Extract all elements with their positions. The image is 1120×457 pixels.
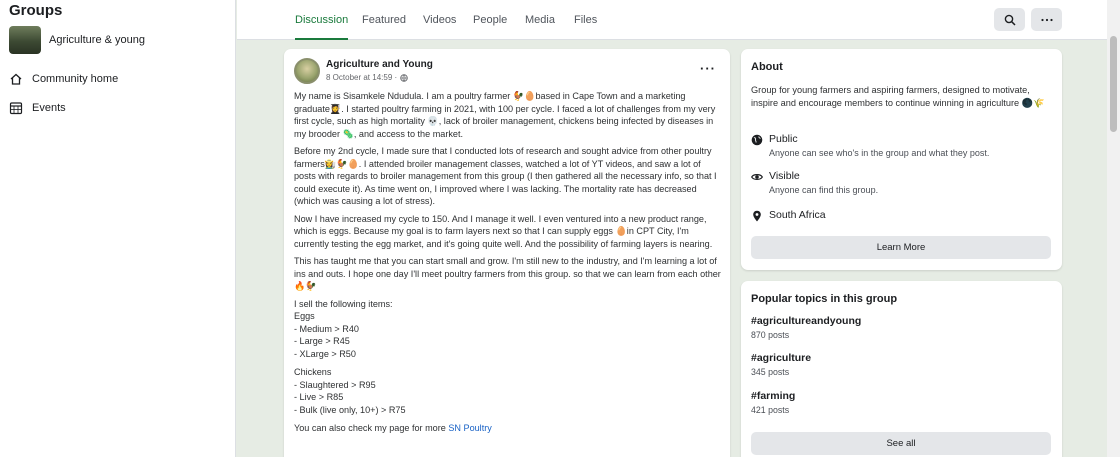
topic-item[interactable]	[751, 352, 811, 377]
left-sidebar	[0, 0, 236, 457]
about-title: About	[751, 61, 783, 73]
post-timestamp[interactable]: 8 October at 14:59 ·	[326, 73, 398, 82]
post-card	[284, 49, 730, 457]
sidebar-group-name[interactable]: Agriculture & young	[49, 34, 145, 46]
location-row	[751, 209, 826, 222]
visibility-row	[751, 170, 878, 195]
visibility-description: Anyone can find this group.	[769, 185, 879, 195]
tab-videos[interactable]: Videos	[423, 14, 457, 26]
visibility-title: Visible	[769, 170, 800, 182]
author-avatar[interactable]	[294, 58, 320, 84]
topic-count: 421 posts	[751, 405, 790, 415]
learn-more-button[interactable]: Learn More	[751, 236, 1051, 259]
location-pin-icon	[751, 210, 763, 222]
sidebar-item-community-home[interactable]	[9, 72, 118, 86]
about-description: Group for young farmers and aspiring farmers, designed to motivate, inspire and encourage members to continue winning in agriculture 🌑🌾	[751, 85, 1045, 108]
post-paragraph: My name is Sisamkele Ndudula. I am a poultry farmer 🐓🥚based in Cape Town and a marketing graduate👩‍🎓. I started poultry farming in 2021, with 100 per cycle. I faced a lot of challenges from my very first cycle, such as high mortality 💀, lack of broiler management, chickens being infected by diseases in my brooder 🦠, and access to the market.	[294, 91, 716, 139]
topic-tag[interactable]: #agriculture	[751, 352, 812, 364]
more-options-button[interactable]	[1031, 8, 1062, 31]
topic-tag[interactable]: #farming	[751, 390, 796, 402]
calendar-icon	[9, 101, 23, 115]
price-item: - Medium > R40	[294, 323, 359, 334]
topics-title: Popular topics in this group	[751, 293, 898, 305]
post-footer-line	[294, 422, 722, 435]
sidebar-group-link[interactable]	[9, 26, 145, 54]
privacy-description: Anyone can see who's in the group and what they post.	[769, 148, 990, 158]
post-paragraph: This has taught me that you can start small and grow. I'm still new to the industry, and I'm learning a lot of ins and outs. I hope one day I'll meet poultry farmers from this group. so that we can learn from each other🔥🐓	[294, 256, 721, 291]
privacy-row	[751, 133, 989, 158]
post-body	[294, 90, 722, 435]
sidebar-item-label: Community home	[32, 73, 119, 85]
chickens-heading: Chickens	[294, 367, 332, 377]
popular-topics-card	[741, 281, 1062, 457]
privacy-title: Public	[769, 133, 798, 145]
tab-files[interactable]: Files	[574, 14, 598, 26]
post-footer-text: You can also check my page for more	[294, 423, 449, 433]
price-item: - Bulk (live only, 10+) > R75	[294, 404, 406, 415]
page-link[interactable]: SN Poultry	[448, 423, 492, 433]
topic-item[interactable]	[751, 315, 861, 340]
topic-count: 870 posts	[751, 330, 790, 340]
eye-icon	[751, 171, 763, 183]
items-intro: I sell the following items:	[294, 298, 393, 309]
post-meta	[326, 73, 408, 82]
tab-people[interactable]: People	[473, 14, 508, 26]
search-button[interactable]	[994, 8, 1025, 31]
price-item: - Large > R45	[294, 336, 350, 346]
topic-item[interactable]	[751, 390, 795, 415]
price-item: - XLarge > R50	[294, 348, 356, 359]
sidebar-item-events[interactable]	[9, 101, 66, 115]
more-icon	[1040, 18, 1054, 22]
tab-discussion[interactable]: Discussion	[295, 0, 348, 40]
group-tab-bar	[237, 0, 1107, 40]
price-item: - Slaughtered > R95	[294, 379, 376, 390]
price-item: - Live > R85	[294, 392, 344, 402]
topic-tag[interactable]: #agricultureandyoung	[751, 315, 862, 327]
see-all-button[interactable]: See all	[751, 432, 1051, 455]
location-text: South Africa	[769, 209, 826, 221]
post-paragraph: Before my 2nd cycle, I made sure that I conducted lots of research and sought advice from other poultry farmers👩‍🌾🐓🥚. I attended broiler management classes, watched a lot of YT videos, and saw a lot of posts with regards to broiler management from this group (I then gathered all the necessary info, so that I could execute it). As time went on, I improved where I was lacking. The mortality rate has decreased (which was causing a lot of stress).	[294, 146, 717, 206]
group-thumbnail[interactable]	[9, 26, 41, 54]
tab-featured[interactable]: Featured	[362, 14, 407, 26]
eggs-heading: Eggs	[294, 311, 315, 321]
tab-media[interactable]: Media	[525, 14, 555, 26]
sidebar-item-label: Events	[32, 102, 66, 114]
about-card	[741, 49, 1062, 270]
page-scrollbar[interactable]	[1107, 0, 1120, 457]
globe-icon	[751, 134, 763, 146]
globe-icon	[400, 74, 408, 82]
sidebar-title: Groups	[9, 2, 63, 19]
post-author-name[interactable]: Agriculture and Young	[326, 59, 433, 70]
post-options-button[interactable]: ···	[700, 61, 716, 76]
home-icon	[9, 72, 23, 86]
search-icon	[1004, 14, 1016, 26]
post-paragraph: Now I have increased my cycle to 150. And I manage it well. I even ventured into a new product range, which is eggs. Because my goal is to farm layers next so that I can supply eggs 🥚in CPT City, I'm currently testing the egg market, and it's going quite well. And the possibility of farming layers is nearing.	[294, 213, 713, 249]
scrollbar-thumb[interactable]	[1110, 36, 1117, 132]
topic-count: 345 posts	[751, 367, 790, 377]
